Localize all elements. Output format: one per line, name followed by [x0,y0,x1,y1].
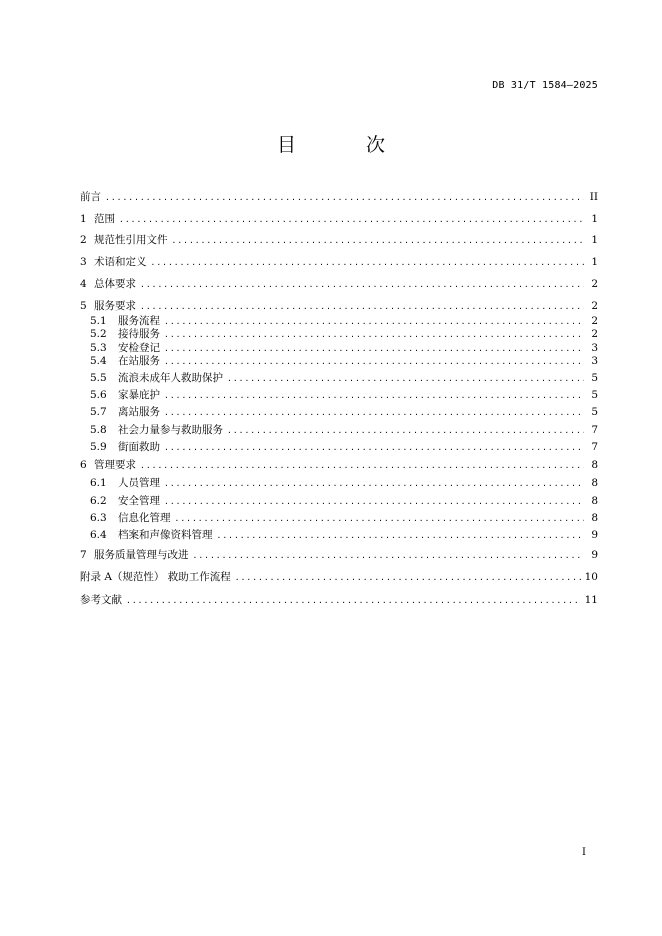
dot-leader [217,529,585,543]
toc-entry-page: 1 [591,213,598,225]
toc-entry-number: 6 [80,459,87,471]
toc-entry-number: 4 [80,278,87,290]
dot-leader [175,512,585,526]
toc-entry-label: 安检登记 [118,342,160,354]
document-number: DB 31/T 1584—2025 [492,80,598,91]
toc-entry[interactable] [90,528,598,542]
toc-entry-page: 2 [591,328,598,340]
dot-leader [164,477,584,491]
toc-entry[interactable] [80,212,598,226]
toc-entry-number: 6.3 [90,512,107,524]
dot-leader [164,406,584,420]
toc-entry[interactable] [90,314,598,328]
toc-entry[interactable] [80,299,598,313]
dot-leader [140,278,584,292]
toc-entry-number: 6.4 [90,529,107,541]
toc-entry-number: 3 [80,256,87,268]
toc-entry-page: 10 [584,571,598,583]
toc-entry[interactable] [80,255,598,269]
dot-leader [119,213,584,227]
toc-entry-label: 离站服务 [118,406,160,418]
toc-entry-page: 8 [591,459,598,471]
toc-entry-label: 规范性引用文件 [94,234,168,246]
toc-entry[interactable] [90,440,598,454]
toc-entry-label: 接待服务 [118,328,160,340]
toc-entry-page: 9 [591,529,598,541]
toc-entry-page: 7 [591,424,598,436]
toc-entry[interactable] [80,233,598,247]
dot-leader [227,372,584,386]
toc-entry-page: 8 [591,512,598,524]
toc-entry[interactable] [90,371,598,385]
toc-title: 目 次 [276,134,418,156]
toc-entry-label: 家暴庇护 [118,389,160,401]
toc-entry-label: 附录 A（规范性） 救助工作流程 [80,571,231,583]
dot-leader [164,355,584,369]
toc-entry[interactable] [80,190,598,204]
toc-entry-label: 前言 [80,191,101,203]
toc-entry-label: 档案和声像资料管理 [118,529,213,541]
toc-entry-label: 街面救助 [118,441,160,453]
toc-entry-page: 5 [591,372,598,384]
dot-leader [164,441,584,455]
toc-entry-number: 5.8 [90,424,107,436]
toc-entry-number: 7 [80,549,87,561]
toc-entry-number: 5.2 [90,328,107,340]
toc-entry-page: 9 [591,549,598,561]
toc-entry-number: 5.4 [90,355,107,367]
toc-entry-page: 5 [591,406,598,418]
toc-entry-label: 人员管理 [118,477,160,489]
toc-entry-label: 服务流程 [118,315,160,327]
toc-entry-label: 管理要求 [94,459,136,471]
toc-entry-label: 安全管理 [118,495,160,507]
toc-entry-label: 服务质量管理与改进 [94,549,189,561]
dot-leader [164,389,584,403]
toc-entry-number: 5.9 [90,441,107,453]
toc-entry-page: 5 [591,389,598,401]
toc-entry-label: 服务要求 [94,300,136,312]
toc-entry[interactable] [90,511,598,525]
toc-entry-number: 5.6 [90,389,107,401]
toc-entry-number: 5.3 [90,342,107,354]
toc-entry-label: 流浪未成年人救助保护 [118,372,223,384]
dot-leader [164,495,584,509]
toc-entry-label: 信息化管理 [118,512,171,524]
toc-entry-page: 1 [591,234,598,246]
toc-entry-label: 术语和定义 [94,256,147,268]
dot-leader [172,234,585,248]
toc-entry[interactable] [80,593,598,607]
toc-entry[interactable] [90,327,598,341]
toc-entry-page: 11 [584,594,598,606]
toc-entry-label: 社会力量参与救助服务 [118,424,223,436]
toc-entry-label: 在站服务 [118,355,160,367]
toc-entry-page: 1 [591,256,598,268]
toc-entry-number: 5.7 [90,406,107,418]
toc-entry-number: 6.1 [90,477,107,489]
toc-entry[interactable] [90,354,598,368]
toc-entry[interactable] [90,494,598,508]
dot-leader [140,459,584,473]
toc-entry-page: 3 [591,355,598,367]
toc-entry-page: 2 [591,300,598,312]
toc-entry[interactable] [90,423,598,437]
toc-entry-number: 6.2 [90,495,107,507]
toc-entry-number: 2 [80,234,87,246]
toc-entry-page: 7 [591,441,598,453]
toc-entry-label: 参考文献 [80,594,122,606]
toc-entry[interactable] [90,405,598,419]
toc-entry-number: 5.1 [90,315,107,327]
toc-entry[interactable] [80,548,598,562]
dot-leader [126,594,581,608]
dot-leader [227,424,584,438]
toc-entry-page: 8 [591,495,598,507]
dot-leader [140,300,584,314]
toc-entry-label: 范围 [94,213,115,225]
toc-entry-page: 2 [591,315,598,327]
toc-entry-page: II [589,191,598,203]
dot-leader [164,328,584,342]
toc-entry[interactable] [80,570,598,584]
toc-entry[interactable] [90,476,598,490]
toc-entry[interactable] [80,277,598,291]
toc-entry-label: 总体要求 [94,278,136,290]
dot-leader [193,549,585,563]
toc-entry-number: 5 [80,300,87,312]
dot-leader [151,256,585,270]
toc-entry-page: 3 [591,342,598,354]
toc-entry[interactable] [90,388,598,402]
page-number: I [582,847,586,858]
toc-entry-number: 5.5 [90,372,107,384]
toc-entry[interactable] [90,341,598,355]
toc-entry[interactable] [80,458,598,472]
dot-leader [235,571,581,585]
dot-leader [105,191,584,205]
toc-entry-page: 2 [591,278,598,290]
toc-entry-page: 8 [591,477,598,489]
toc-entry-number: 1 [80,213,87,225]
